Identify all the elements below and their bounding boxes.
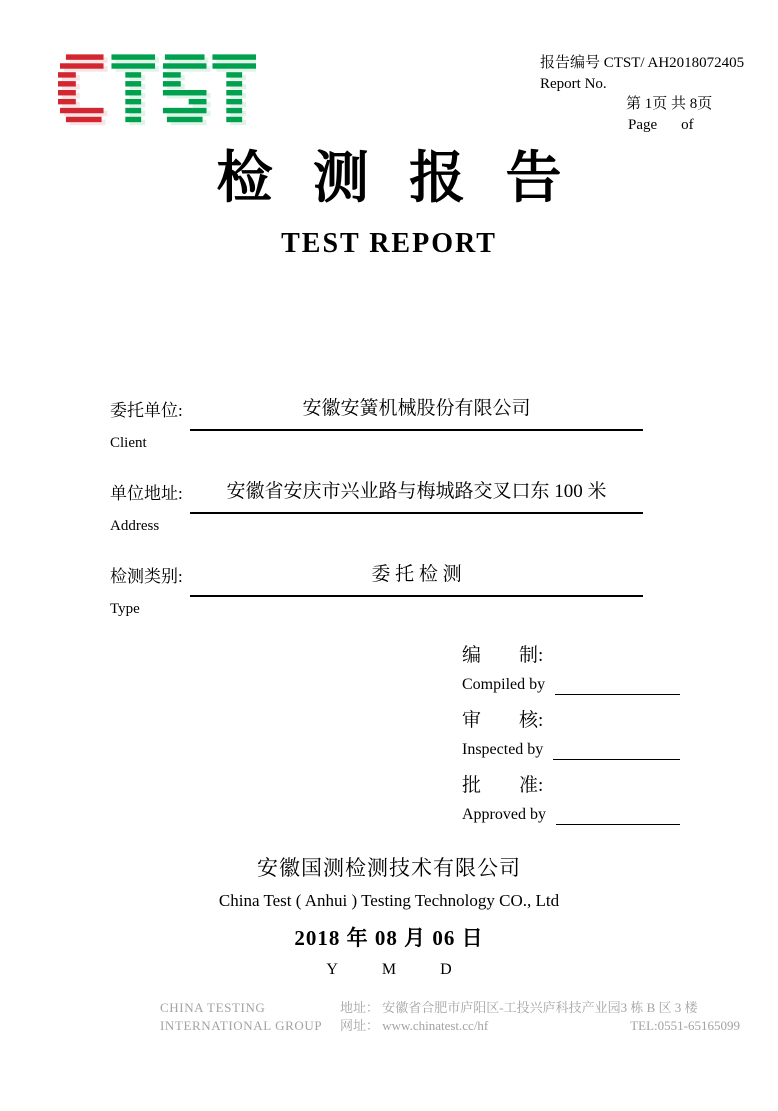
page-indicator-zh: 第 1页 共 8页 (626, 96, 713, 113)
compiled-by-label-en: Compiled by (462, 676, 546, 693)
footer-contact-row (340, 1017, 740, 1035)
footer-group-line1: CHINA TESTING (160, 1000, 266, 1015)
field-address (110, 476, 643, 535)
field-test-type-label-en: Type (110, 601, 140, 617)
date-unit-labels (0, 961, 778, 979)
field-test-type-label-zh: 检测类别: (110, 567, 183, 586)
field-address-value: 安徽省安庆市兴业路与梅城路交叉口东 100 米 (190, 476, 643, 514)
day-label: D (440, 961, 452, 978)
compiled-by-label-zh: 编 制: (462, 645, 544, 666)
year-label: Y (326, 961, 338, 978)
footer-website: 网址： www.chinatest.cc/hf (340, 1018, 489, 1033)
of-label: of (681, 117, 694, 134)
footer-phone: TEL:0551-65165099 (630, 1018, 740, 1033)
approved-by-signature-line (556, 808, 680, 825)
signature-block (462, 644, 680, 839)
approved-by-row (462, 805, 680, 825)
footer-group-line2: INTERNATIONAL GROUP (160, 1018, 323, 1033)
approved-by-label-zh: 批 准: (462, 775, 544, 796)
inspected-by-label-zh: 审 核: (462, 710, 544, 731)
page-label: Page (628, 117, 658, 134)
field-client (110, 393, 643, 452)
issuing-company-block (0, 852, 778, 979)
approved-by-label-en: Approved by (462, 806, 546, 823)
inspected-by-signature-line (553, 743, 680, 760)
field-address-label-en: Address (110, 518, 160, 534)
company-name-zh: 安徽国测检测技术有限公司 (257, 856, 521, 880)
field-test-type (110, 559, 643, 618)
footer-address: 地址： 安徽省合肥市庐阳区-工投兴庐科技产业园3 栋 B 区 3 楼 (340, 1000, 698, 1015)
report-number-en: Report No. (540, 75, 607, 92)
report-meta (540, 53, 750, 136)
inspected-by-label-en: Inspected by (462, 741, 544, 758)
compiled-by-row (462, 675, 680, 695)
field-client-label-zh: 委托单位: (110, 401, 183, 420)
footer-contact (340, 999, 740, 1035)
field-address-label-zh: 单位地址: (110, 484, 183, 503)
company-name-en: China Test ( Anhui ) Testing Technology CO., Ltd (218, 891, 560, 910)
page-indicator-en (628, 115, 750, 136)
ctst-logo-icon (58, 54, 256, 126)
inspected-by-row (462, 740, 680, 760)
report-title-zh: 检测报告 (216, 148, 602, 210)
field-client-value: 安徽安簧机械股份有限公司 (190, 393, 643, 431)
report-date: 2018 年 08 月 06 日 (294, 926, 484, 950)
report-number-zh: 报告编号 CTST/ AH2018072405 (540, 55, 745, 71)
field-client-label-en: Client (110, 435, 147, 451)
field-test-type-value: 委 托 检 测 (190, 559, 643, 597)
footer-group-name (160, 999, 322, 1035)
compiled-by-signature-line (555, 678, 680, 695)
month-label: M (381, 961, 397, 978)
report-title-en: TEST REPORT (281, 228, 497, 259)
